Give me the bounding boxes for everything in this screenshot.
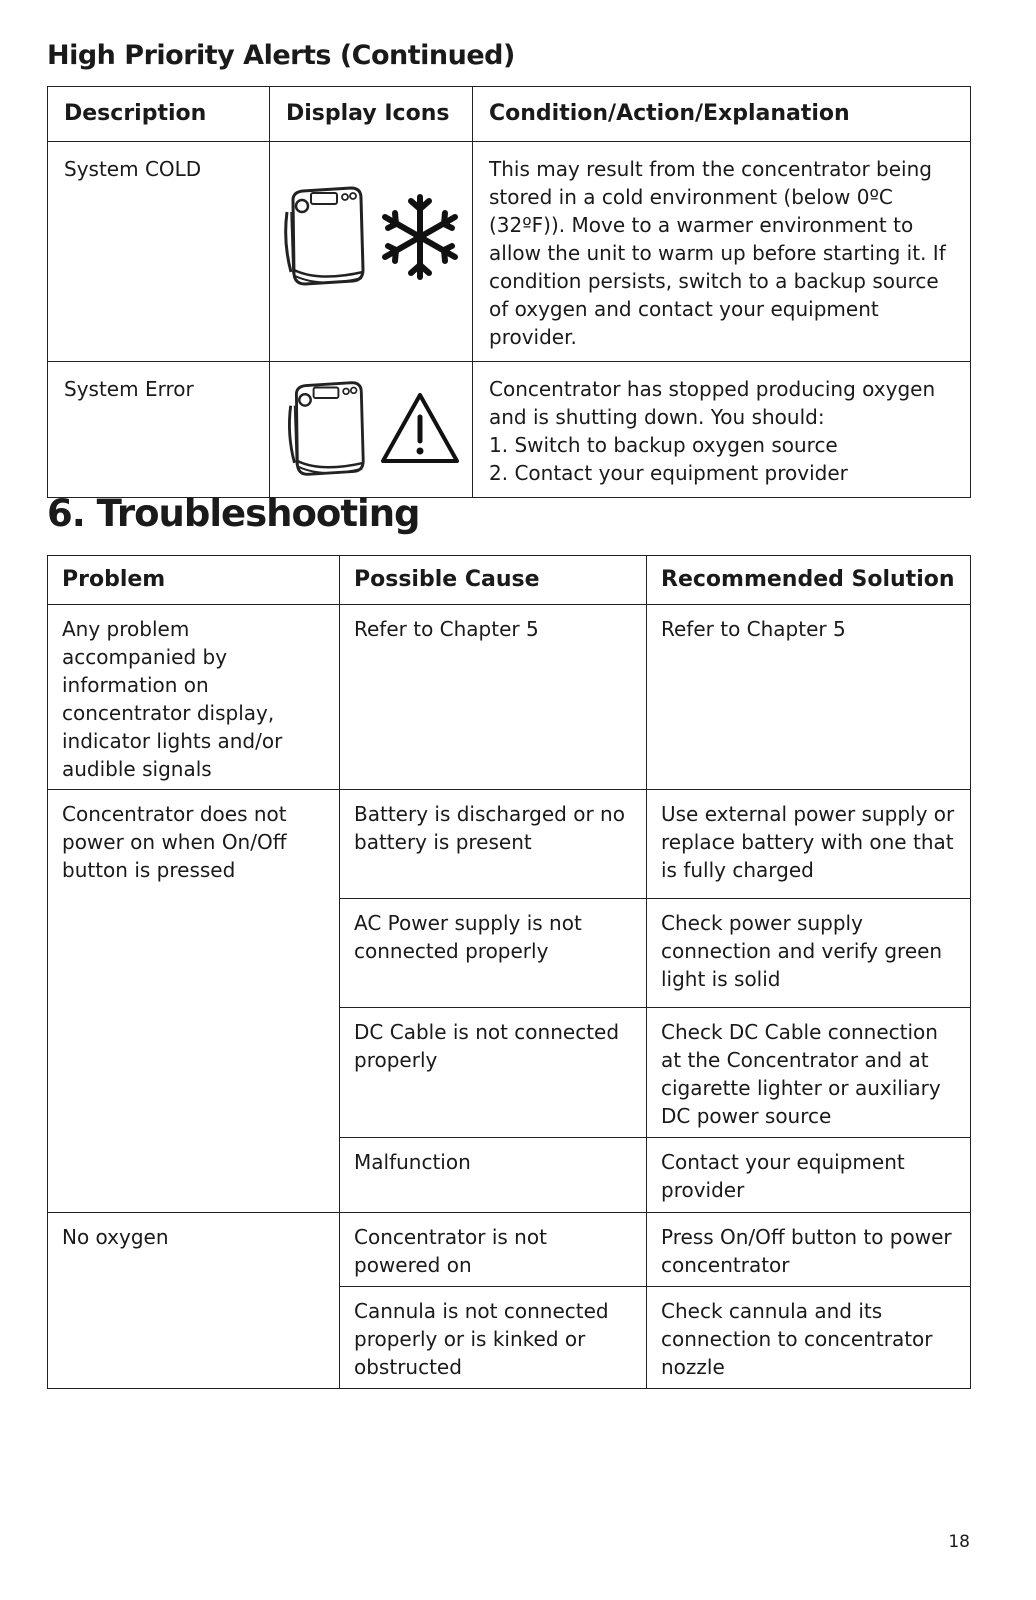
solution-cell: Use external power supply or replace battery with one that is fully charged xyxy=(647,790,971,899)
cause-cell: Battery is discharged or no battery is present xyxy=(340,790,647,899)
page-number: 18 xyxy=(948,1532,970,1552)
warning-triangle-icon xyxy=(379,389,461,469)
solution-cell: Refer to Chapter 5 xyxy=(647,605,971,790)
alerts-table xyxy=(47,86,971,498)
header-recommended-solution: Recommended Solution xyxy=(647,556,971,605)
troubleshooting-title: 6. Troubleshooting xyxy=(47,492,420,535)
cause-cell: Concentrator is not powered on xyxy=(340,1213,647,1287)
alert-icons-cell xyxy=(270,142,473,362)
problem-cell: Concentrator does not power on when On/Off button is pressed xyxy=(48,790,340,1213)
alert-explanation: Concentrator has stopped producing oxygen and is shutting down. You should: 1. Switch to backup oxygen source 2. Contact your equipment provider xyxy=(473,362,971,498)
alert-icons-cell xyxy=(270,362,473,498)
cause-cell: DC Cable is not connected properly xyxy=(340,1008,647,1138)
cause-cell: Cannula is not connected properly or is kinked or obstructed xyxy=(340,1287,647,1389)
concentrator-icon xyxy=(281,377,371,482)
header-problem: Problem xyxy=(48,556,340,605)
table-row xyxy=(48,605,971,790)
alert-description: System Error xyxy=(48,362,270,498)
snowflake-icon xyxy=(377,187,463,287)
concentrator-icon xyxy=(279,182,369,292)
alert-row-system-error xyxy=(48,362,971,498)
solution-cell: Check DC Cable connection at the Concentrator and at cigarette lighter or auxiliary DC power source xyxy=(647,1008,971,1138)
alert-description: System COLD xyxy=(48,142,270,362)
solution-cell: Check power supply connection and verify green light is solid xyxy=(647,899,971,1008)
alert-explanation: This may result from the concentrator being stored in a cold environment (below 0ºC (32ºF)). Move to a warmer environment to allow the unit to warm up before starting it. If condition persists, switch to a backup source of oxygen and contact your equipment provider. xyxy=(473,142,971,362)
header-description: Description xyxy=(48,87,270,142)
cause-cell: Refer to Chapter 5 xyxy=(340,605,647,790)
solution-cell: Press On/Off button to power concentrator xyxy=(647,1213,971,1287)
table-row xyxy=(48,1213,971,1287)
table-row xyxy=(48,790,971,899)
solution-cell: Check cannula and its connection to concentrator nozzle xyxy=(647,1287,971,1389)
solution-cell: Contact your equipment provider xyxy=(647,1138,971,1213)
alert-row-system-cold xyxy=(48,142,971,362)
problem-cell: Any problem accompanied by information on concentrator display, indicator lights and/or audible signals xyxy=(48,605,340,790)
problem-cell: No oxygen xyxy=(48,1213,340,1389)
troubleshooting-header-row xyxy=(48,556,971,605)
troubleshooting-table xyxy=(47,555,971,1389)
header-possible-cause: Possible Cause xyxy=(340,556,647,605)
alerts-header-row xyxy=(48,87,971,142)
cause-cell: Malfunction xyxy=(340,1138,647,1213)
header-condition: Condition/Action/Explanation xyxy=(473,87,971,142)
cause-cell: AC Power supply is not connected properly xyxy=(340,899,647,1008)
header-display-icons: Display Icons xyxy=(270,87,473,142)
alerts-section-title: High Priority Alerts (Continued) xyxy=(47,40,515,71)
